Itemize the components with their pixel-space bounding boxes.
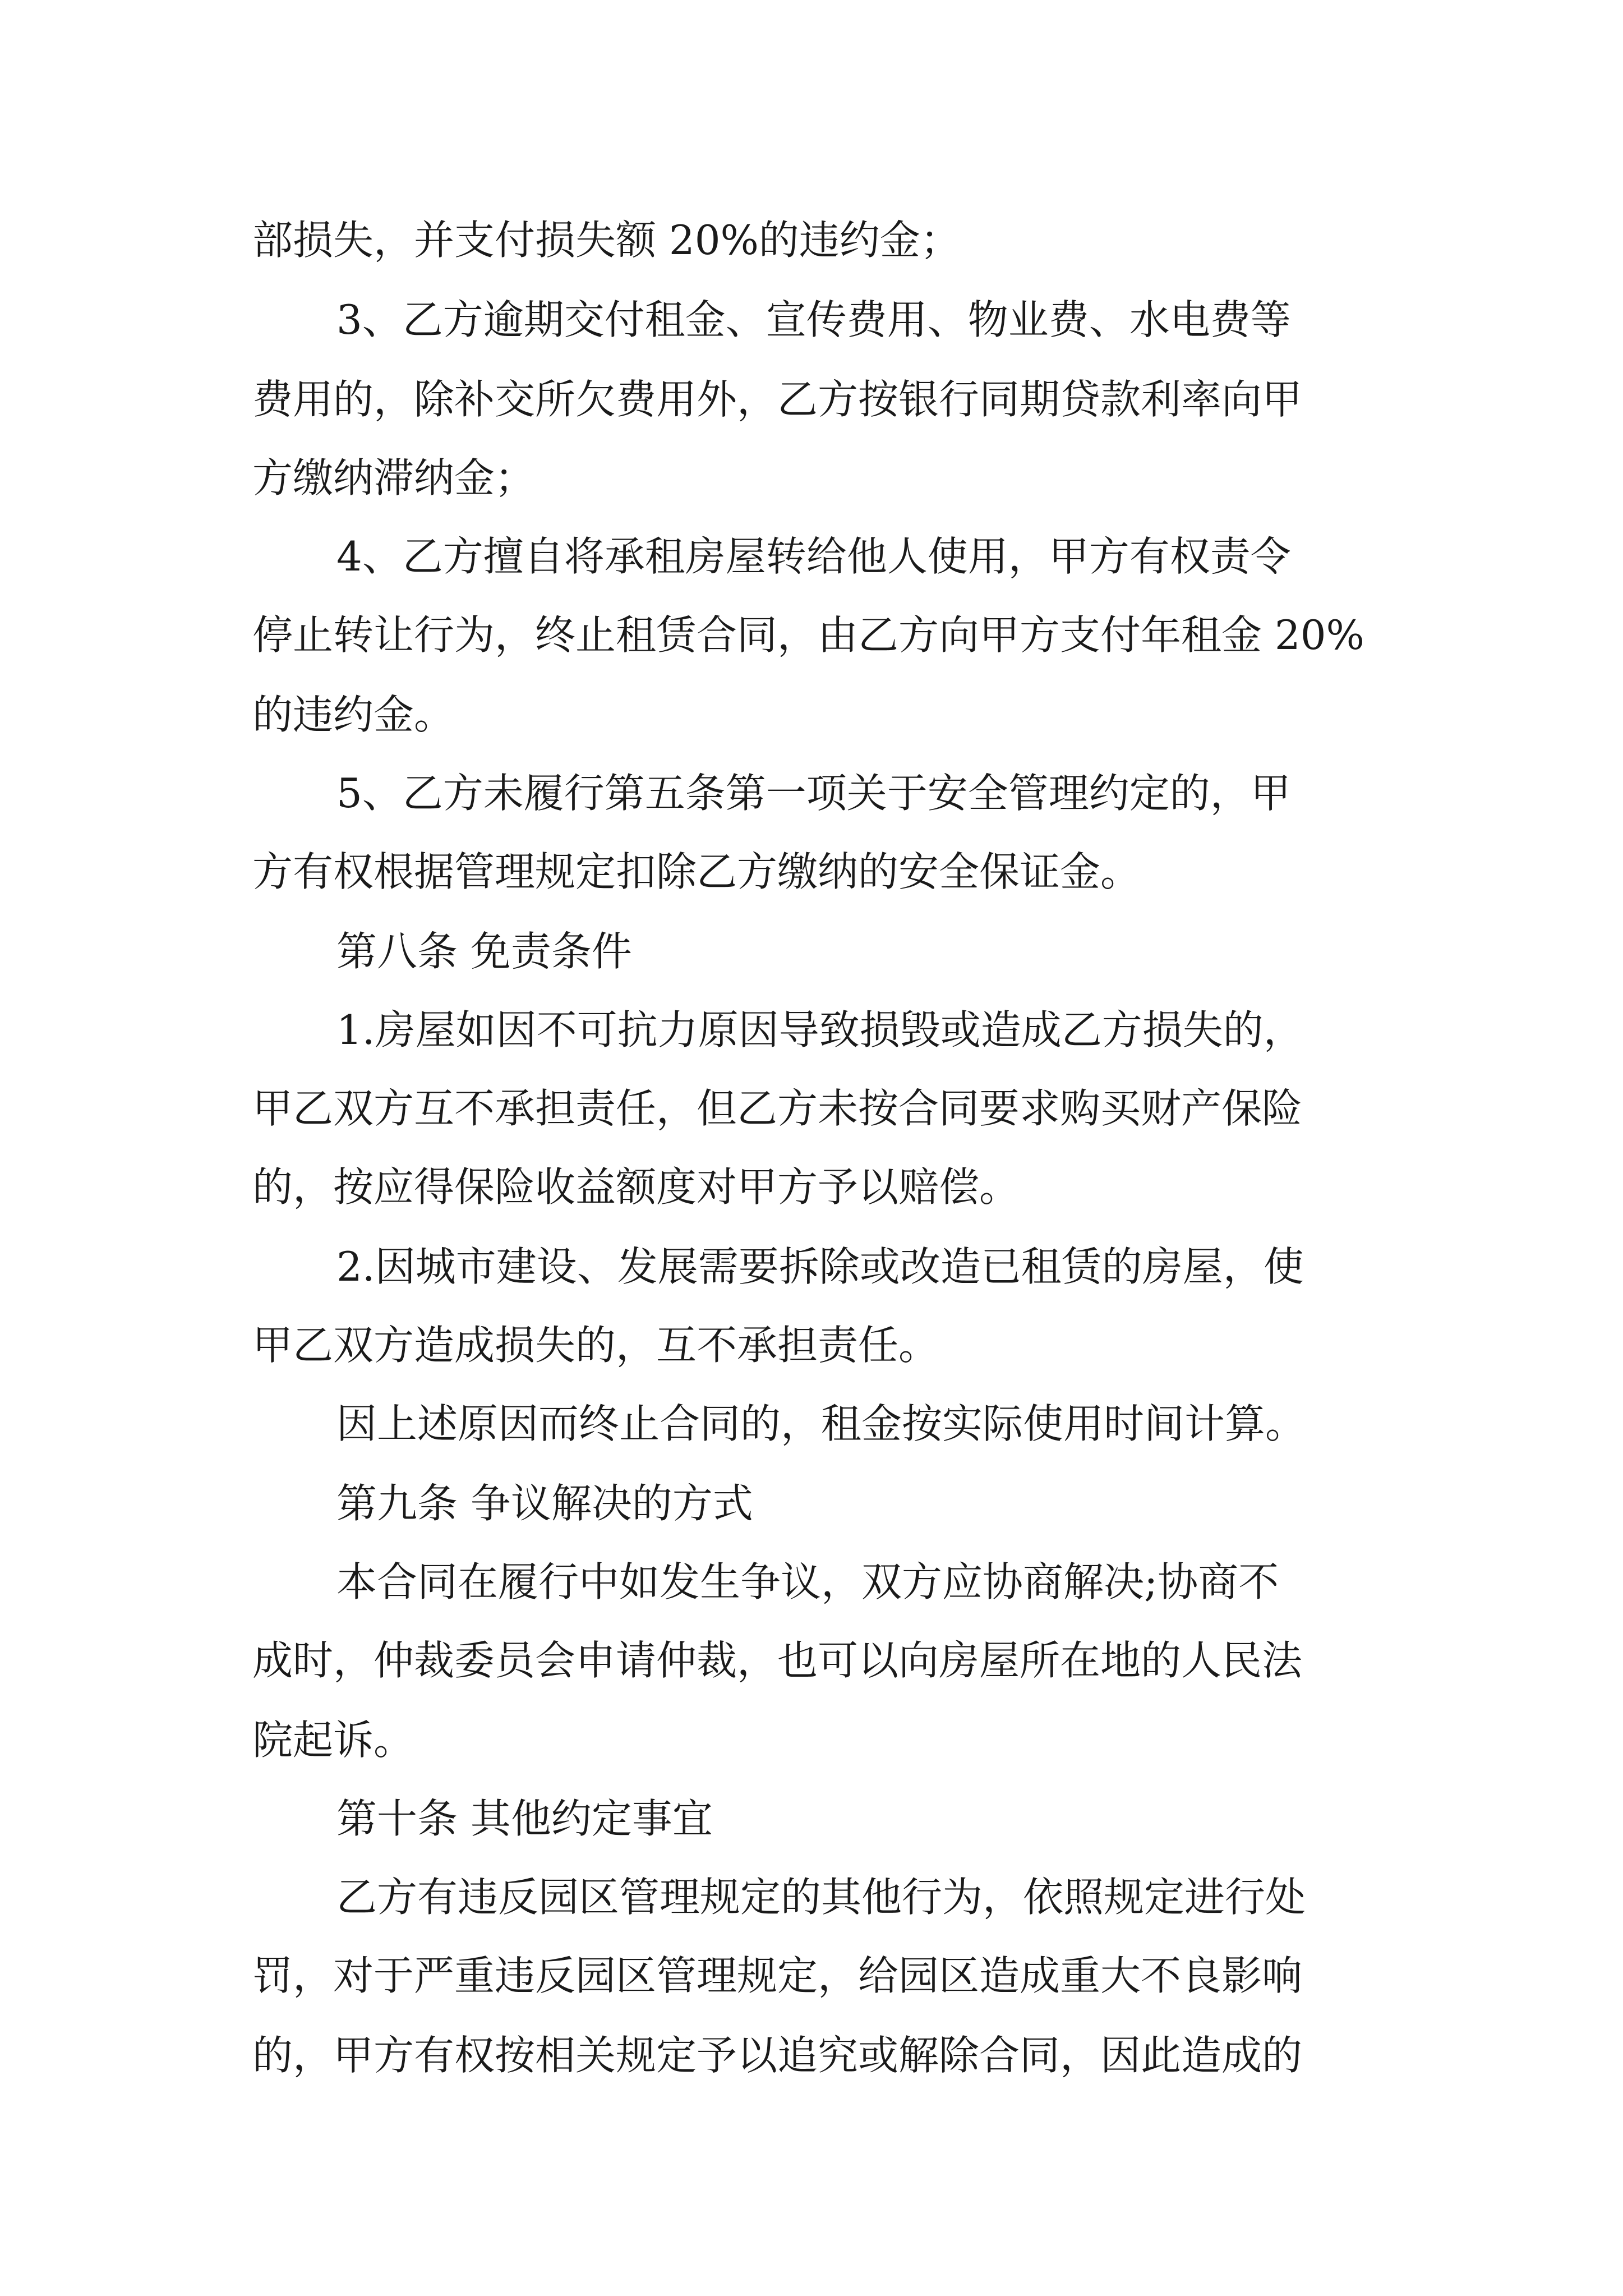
text-line: 费用的，除补交所欠费用外，乙方按银行同期贷款利率向甲 (252, 376, 1303, 423)
text-line: 成时，仲裁委员会申请仲裁，也可以向房屋所在地的人民法 (252, 1637, 1303, 1684)
text-line: 方缴纳滞纳金； (252, 454, 536, 501)
text-line: 3、乙方逾期交付租金、宣传费用、物业费、水电费等 (336, 296, 1291, 343)
text-line: 4、乙方擅自将承租房屋转给他人使用，甲方有权责令 (336, 533, 1291, 580)
text-line: 因上述原因而终止合同的，租金按实际使用时间计算。 (336, 1400, 1306, 1447)
text-line: 罚，对于严重违反园区管理规定，给园区造成重大不良影响 (252, 1952, 1303, 1999)
text-line: 的，按应得保险收益额度对甲方予以赔偿。 (252, 1163, 1020, 1211)
text-line: 乙方有违反园区管理规定的其他行为，依照规定进行处 (336, 1874, 1306, 1921)
text-line: 甲乙双方造成损失的，互不承担责任。 (252, 1322, 939, 1369)
text-line: 甲乙双方互不承担责任，但乙方未按合同要求购买财产保险 (252, 1085, 1303, 1132)
text-line: 院起诉。 (252, 1717, 414, 1764)
section-heading: 第八条 免责条件 (336, 928, 632, 975)
text-line: 本合同在履行中如发生争议，双方应协商解决;协商不 (336, 1558, 1279, 1605)
text-line: 1.房屋如因不可抗力原因导致损毁或造成乙方损失的， (336, 1006, 1304, 1053)
text-line: 部损失，并支付损失额 20%的违约金； (252, 217, 961, 264)
text-line: 的，甲方有权按相关规定予以追究或解除合同，因此造成的 (252, 2032, 1303, 2079)
text-line: 2.因城市建设、发展需要拆除或改造已租赁的房屋，使 (336, 1243, 1304, 1290)
text-line: 方有权根据管理规定扣除乙方缴纳的安全保证金。 (252, 848, 1141, 895)
text-line: 5、乙方未履行第五条第一项关于安全管理约定的，甲 (336, 770, 1291, 817)
text-line: 停止转让行为，终止租赁合同，由乙方向甲方支付年租金 20% (252, 611, 1364, 659)
section-heading: 第十条 其他约定事宜 (336, 1795, 713, 1842)
section-heading: 第九条 争议解决的方式 (336, 1480, 753, 1527)
text-line: 的违约金。 (252, 691, 455, 738)
